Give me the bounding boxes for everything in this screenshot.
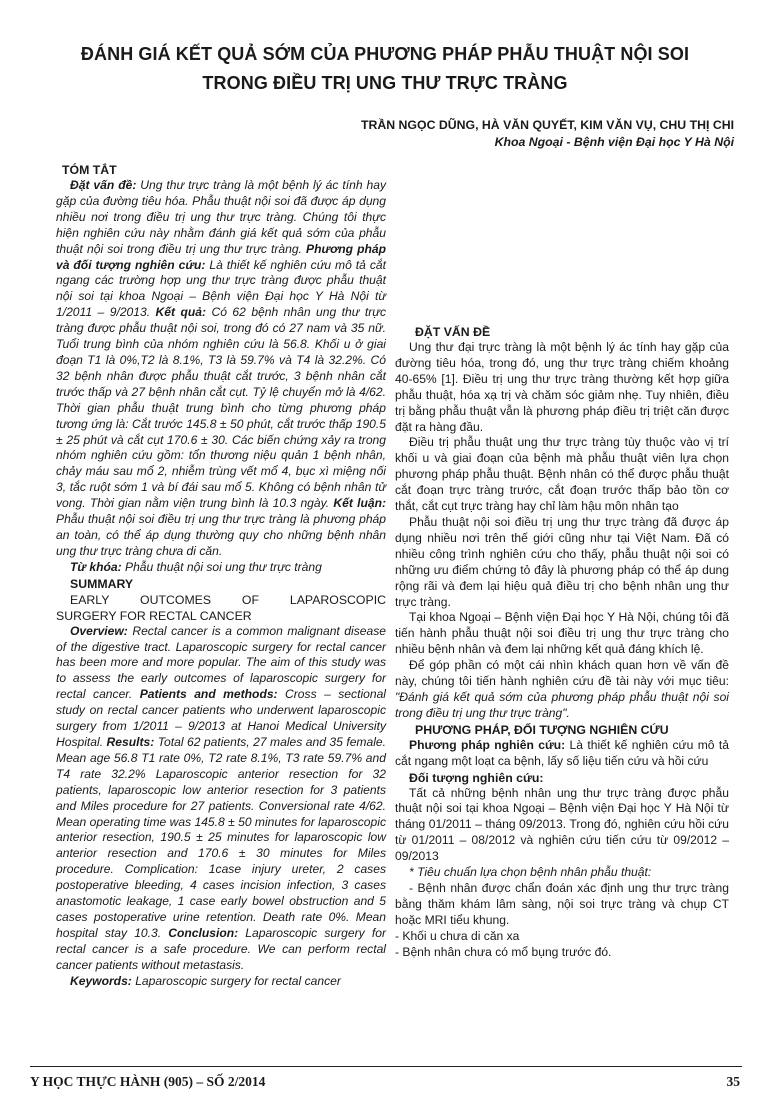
intro-paragraph-1: Ung thư đại trực tràng là một bệnh lý ác tính hay gặp của đường tiêu hóa, trong đó, ung thư trực tràng chiếm khoảng 40-65% [1]. Điều trị ung thư trực tràng thường kết hợp giữa phẫu thuật, hóa xạ trị và chăm sóc giảm nhẹ. Tuy nhiên, điều trị bằng phẫu thuật vẫn là phương pháp điều trị triệt căn được đặt ra hàng đầu. [395,340,729,434]
methods-lead: Phương pháp nghiên cứu: [409,737,566,752]
criteria-item: - Bệnh nhân chưa có mổ bụng trước đó. [395,944,612,959]
footer-rule [30,1066,742,1067]
intro-objective-quote: "Đánh giá kết quả sớm của phương pháp phẫu thuật nội soi trong điều trị ung thư trực tràng". [395,689,729,720]
abstract-vi-paragraph [56,178,386,560]
abstract-en-lead-overview: Overview: [70,623,128,638]
abstract-vi-text-conclusion: Phẫu thuật nội soi điều trị ung thư trực tràng là phương pháp an toàn, có thể áp dụng thường quy cho những bệnh nhân ung thư trực tràng chưa di căn. [56,512,386,558]
abstract-en-text-results: Total 62 patients, 27 males and 35 female. Mean age 56.8 T1 rate 0%, T2 rate 8.1%, T3 rate 59.7% and T4 rate 32.2% Laparoscopic anterior resection for 32 patients, laparoscopic low anterior resection for 3 patients and Miles procedure for 27 patients. Conversional rate 4/62. Mean operating time was 145.8 ± 50 minutes for laparoscopic anterior resection, 190.5 ± 25 minutes for laparoscopic low anterior resection and 170.6 ± 30 minutes for Miles procedure. Complication: 1case injury ureter, 2 cases postoperative bleeding, 4 cases incision infection, 3 cases anastomotic leakage, 1 case early bowel obstruction and 5 cases postoperative urine retention. Death rate 0%. Mean hospital stay 10.3. [56,735,386,940]
methods-paragraph [395,738,729,770]
author-list: TRẦN NGỌC DŨNG, HÀ VĂN QUYẾT, KIM VĂN VỤ, CHU THỊ CHI [360,118,734,132]
subjects-heading: Đối tượng nghiên cứu: [409,770,544,785]
abstract-en-text-overview: Rectal cancer is a common malignant disease of the digestive tract. Laparoscopic surgery for rectal cancer has been more and more popular. The aim of this study was to assess the early outcomes of laparoscopic surgery for rectal cancer. [56,623,386,702]
abstract-vi-lead-methods: Phương pháp và đối tượng nghiên cứu: [56,241,386,272]
abstract-en-lead-conclusion: Conclusion: [168,925,239,940]
intro-paragraph-3: Phẫu thuật nội soi điều trị ung thư trực tràng đã được áp dụng nhiều nơi trên thế giới cũng như tại Việt Nam. Đã có nhiều công trình nghiên cứu cho thấy, phẫu thuật nội soi có những ưu điểm chứng tỏ đây là phương pháp có thể áp dung rộng rãi và đem lại hiệu quả điều trị cho bệnh nhân ung thư trực tràng. [395,514,729,609]
abstract-vi-keywords-lead: Từ khóa: [70,559,122,574]
abstract-en-keywords-text: Laparoscopic surgery for rectal cancer [131,973,341,988]
english-title-line-2: SURGERY FOR RECTAL CANCER [56,608,252,623]
abstract-vi-heading: TÓM TẮT [62,163,117,177]
abstract-vi-text-background: Ung thư trực tràng là một bệnh lý ác tính hay gặp của đường tiêu hóa. Phẫu thuật nội soi đã được áp dụng nhiều nơi trong điều trị ung thư trực tràng. Chúng tôi thực hiện nghiên cứu này nhằm đánh giá kết quả sớm của phẫu thuật nội soi trong điều trị ung thư trực tràng. [56,178,387,256]
abstract-en-keywords-lead: Keywords: [70,973,132,988]
title-line-1: ĐÁNH GIÁ KẾT QUẢ SỚM CỦA PHƯƠNG PHÁP PHẪU THUẬT NỘI SOI [80,44,690,64]
abstract-vi-lead-background: Đặt vấn đề: [70,178,137,192]
intro-paragraph-5-text: Để góp phần có một cái nhìn khách quan hơn về vấn đề này, chúng tôi tiến hành nghiên cứu đề tài này với mục tiêu: [395,658,729,689]
abstract-en-keywords [56,974,386,990]
abstract-vi-lead-results: Kết quả: [155,305,207,320]
summary-heading: SUMMARY [70,576,134,591]
abstract-vi-text-methods: Là thiết kế nghiên cứu mô tả cắt ngang các trường hợp ung thư trực tràng được phẫu thuật nội soi tại khoa Ngoại – Bệnh viện Đại học Y Hà Nội từ 1/2011 – 9/2013. [56,257,386,320]
english-title-line-1: EARLY OUTCOMES OF LAPAROSCOPIC [70,592,386,607]
intro-heading: ĐẶT VẤN ĐỀ [415,325,491,339]
subjects-paragraph: Tất cả những bệnh nhân ung thư trực tràng được phẫu thuật nội soi tại khoa Ngoại – Bệnh viện Đại học Y Hà Nội từ tháng 01/2011 – tháng 09/2013. Trong đó, nghiên cứu hồi cứu từ 01/2011 – 08/2012 và nghiên cứu tiến cứu từ 09/2012 – 09/2013 [395,785,729,864]
criteria-item: - Bệnh nhân được chẩn đoán xác định ung thư trực tràng bằng thăm khám lâm sàng, nội soi trực tràng và chụp CT hoặc MRI tiểu khung. [395,881,729,927]
abstract-en-text-methods: Cross – sectional study on rectal cancer patients who underwent laparoscopic surgery from 1/2011 – 9/2013 at Hanoi Medical University Hospital. [56,687,386,749]
abstract-en-lead-methods: Patients and methods: [139,687,278,702]
intro-paragraph-2: Điều trị phẫu thuật ung thư trực tràng tùy thuộc vào vị trí khối u và giai đoạn của bệnh mà phẫu thuật viên lựa chọn phương pháp phẫu thuật. Bệnh nhân có thể được phẫu thuật cắt đoạn trực tràng trước, cắt đoạn trước thấp bảo tồn cơ thắt, cắt cụt trực tràng hay chỉ làm hậu môn nhân tạo [395,435,729,514]
right-column [395,324,729,961]
methods-text: Là thiết kế nghiên cứu mô tả cắt ngang một loạt ca bệnh, lấy số liệu tiến cứu và hồi cứu [395,737,729,768]
abstract-en-paragraph [56,624,386,974]
criteria-item: - Khối u chưa di căn xa [395,928,520,943]
abstract-vi-keywords-text: Phẫu thuật nội soi ung thư trực tràng [121,559,322,574]
methods-heading: PHƯƠNG PHÁP, ĐỐI TƯỢNG NGHIÊN CỨU [415,722,669,737]
title-line-2: TRONG ĐIỀU TRỊ UNG THƯ TRỰC TRÀNG [202,73,568,93]
page-title [60,40,710,98]
abstract-en-text-conclusion: Laparoscopic surgery for rectal cancer is a safe procedure. We can perform rectal cancer patients without metastasis. [56,925,386,972]
criteria-label: * Tiêu chuẩn lựa chọn bệnh nhân phẫu thuật: [409,865,652,880]
abstract-vi-keywords [56,560,386,576]
intro-paragraph-4: Tại khoa Ngoại – Bệnh viện Đại học Y Hà Nội, chúng tôi đã tiến hành phẫu thuật nội soi điều trị ung thư trực tràng cho nhiều bệnh nhân và đem lại những kết quả đáng khích lệ. [395,610,729,657]
affiliation: Khoa Ngoại - Bệnh viện Đại học Y Hà Nội [494,135,734,149]
page-number: 35 [726,1074,740,1089]
left-column [56,162,386,990]
abstract-en-lead-results: Results: [106,735,155,749]
abstract-vi-text-results: Có 62 bệnh nhân ung thư trực tràng được phẫu thuật nội soi, trong đó có 27 nam và 35 nữ. Tuổi trung bình của nhóm nghiên cứu là 56.8. Khối u ở giai đoạn T1 là 0%,T2 là 8.1%, T3 là 59.7% và T4 là 32.2%. Có 32 bệnh nhân được phẫu thuật cắt trước, 3 bệnh nhân cắt trước thấp và 27 bệnh nhân cắt cụt. Tỷ lệ chuyển mở là 4/62. Thời gian phẫu thuật trung bình cho từng phương pháp tương ứng là: Cắt trước 145.8 ± 50 phút, cắt trước thấp 190.5 ± 25 phút và cắt cụt 170.6 ± 30. Các biến chứng xảy ra trong nhóm nghiên cứu gồm: tổn thương niệu quản 1 bệnh nhân, chảy máu sau mổ 2, nhiễm trùng vết mổ 4, bục xì miệng nối 3, tắc ruột sớm 1 và bí đái sau mổ 5. Không có bệnh nhân tử vong. Thời gian nằm viện trung bình là 10.3 ngày. [56,305,386,511]
intro-paragraph-5 [395,658,729,722]
abstract-vi-lead-conclusion: Kết luận: [333,496,386,511]
footer-journal: Y HỌC THỰC HÀNH (905) – SỐ 2/2014 [30,1074,266,1089]
